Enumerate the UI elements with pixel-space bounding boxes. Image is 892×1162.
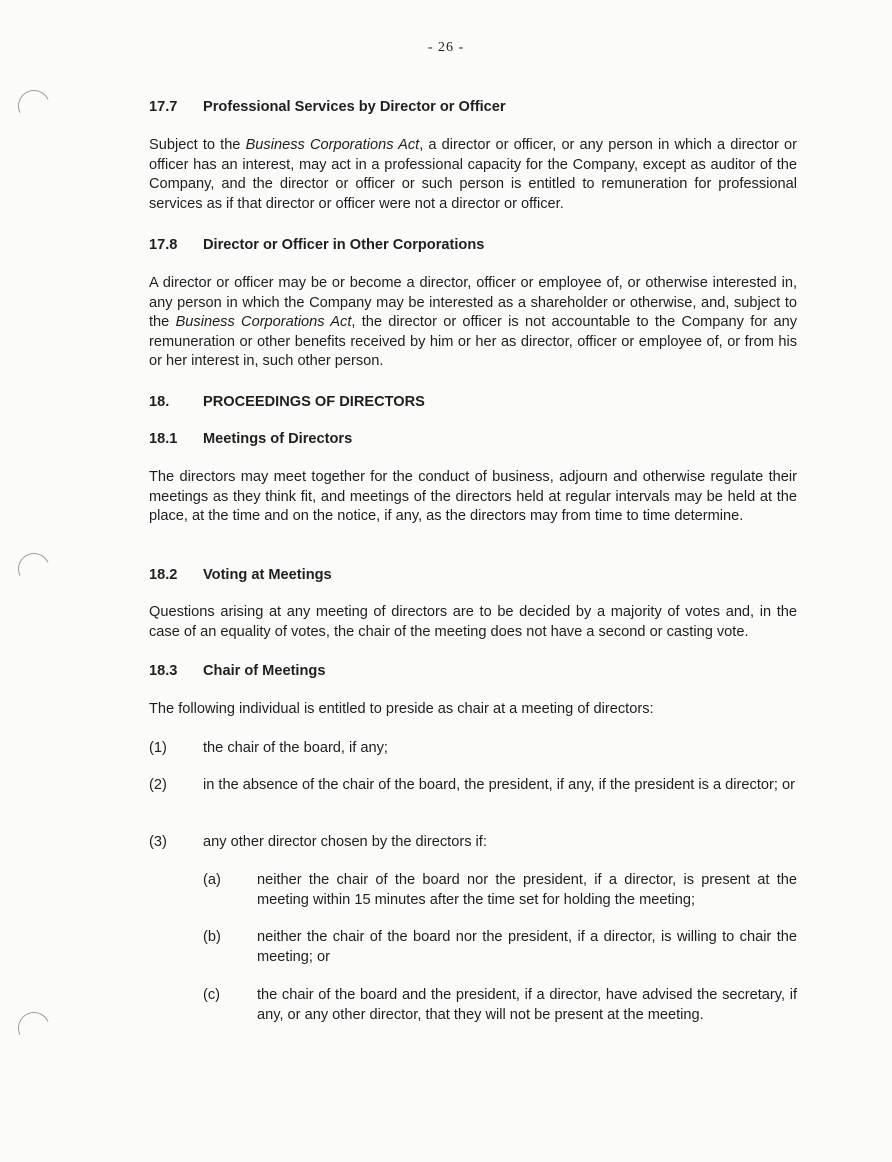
section-title: Professional Services by Director or Officer [203,99,506,115]
list-label: (b) [203,929,221,945]
text-run: Subject to the [149,137,246,153]
list-item [149,739,797,759]
list-text: any other director chosen by the directors if: [203,834,487,850]
text-run: , the director or officer is not accountable to the Company for any remuneration or other benefits received by him or her as director, officer or employee of, or from his or her interest in, such other person. [149,314,798,370]
section-title: Director or Officer in Other Corporations [203,237,485,253]
section-title: PROCEEDINGS OF DIRECTORS [203,394,425,410]
list-label: (a) [203,872,221,888]
list-text: neither the chair of the board nor the president, if a director, is willing to chair the meeting; or [257,929,797,965]
section-title: Chair of Meetings [203,663,326,679]
sub-list-item [203,871,797,911]
punch-hole-top [13,85,54,126]
sub-list-item [203,986,797,1026]
act-name: Business Corporations Act [175,314,352,331]
act-name: Business Corporations Act [245,137,420,153]
section-title: Meetings of Directors [203,431,353,447]
section-title: Voting at Meetings [203,567,332,583]
text-run: A director or officer may be or become a director, officer or employee of, or otherwise interested in, any person in which the Company may be interested as a shareholder or otherwise, and, subject to the [149,275,797,331]
list-text: the chair of the board, if any; [203,740,388,756]
heading-18-1 [149,430,352,448]
heading-18-3 [149,662,325,680]
list-label: (1) [149,740,167,756]
punch-hole-middle [13,548,54,589]
list-text: the chair of the board and the president, if a director, have advised the secretary, if any, or any other director, that they will not be present at the meeting. [257,987,797,1023]
punch-hole-bottom [13,1007,54,1048]
section-number: 18.3 [149,663,178,679]
page-number: - 26 - [427,40,465,55]
paragraph-18-3: The following individual is entitled to preside as chair at a meeting of directors: [149,701,654,717]
list-label: (c) [203,987,221,1003]
heading-17-8 [149,236,484,254]
list-item [149,776,797,816]
heading-18-2 [149,566,332,584]
paragraph-18-2: Questions arising at any meeting of directors are to be decided by a majority of votes and, in the case of an equality of votes, the chair of the meeting does not have a second or casting vote. [149,604,797,640]
section-number: 17.7 [149,99,178,115]
sub-list-item [203,928,797,968]
section-number: 18.2 [149,567,178,583]
heading-17-7 [149,98,506,116]
paragraph-18-1: The directors may meet together for the conduct of business, adjourn and otherwise regulate their meetings as they think fit, and meetings of the directors held at regular intervals may be held at the place, at the time and on the notice, if any, as the directors may from time to time determine. [149,469,797,525]
paragraph-17-7 [149,136,797,214]
paragraph-17-8 [149,274,797,372]
list-text: in the absence of the chair of the board, the president, if any, if the president is a director; or [203,777,795,793]
list-label: (3) [149,834,167,850]
list-text: neither the chair of the board nor the president, if a director, is present at the meeting within 15 minutes after the time set for holding the meeting; [257,872,797,908]
section-number: 18.1 [149,431,178,447]
section-number: 18. [149,394,170,410]
heading-18 [149,393,425,411]
section-number: 17.8 [149,237,178,253]
list-label: (2) [149,777,167,793]
list-item [149,833,797,853]
text-run: , a director or officer, or any person in which a director or officer has an interest, may act in a professional capacity for the Company, except as auditor of the Company, and the director or officer or such person is entitled to remuneration for professional services as if that director or officer were not a director or officer. [149,137,798,212]
